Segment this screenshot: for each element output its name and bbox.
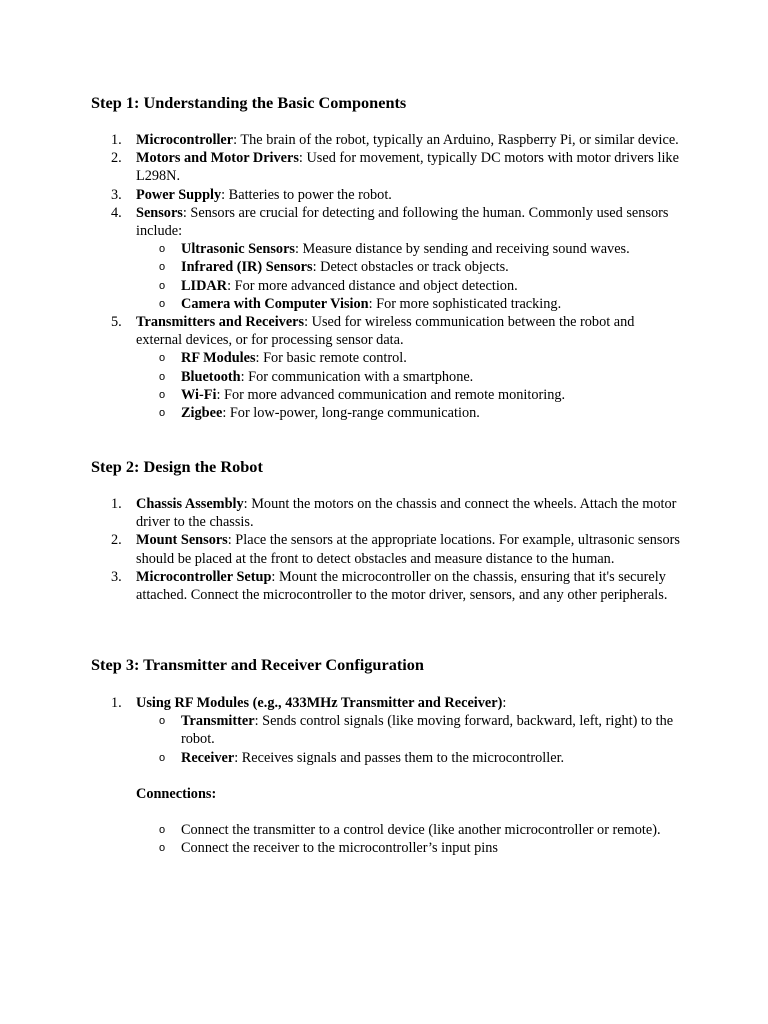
item-text: : Mount the microcontroller on the chassis, ensuring that it's securely attached. Connect the microcontroller to the motor driver, sensors, and any other peripherals. xyxy=(136,568,668,604)
list-item xyxy=(111,495,681,531)
step1-heading: Step 1: Understanding the Basic Components xyxy=(91,93,407,112)
sub-list-item xyxy=(136,749,681,767)
step2-heading: Step 2: Design the Robot xyxy=(91,457,263,476)
list-item xyxy=(111,313,681,422)
item-term: Bluetooth xyxy=(181,368,241,385)
item-number: 1. xyxy=(111,496,122,512)
item-term: Power Supply xyxy=(136,186,222,203)
item-term: Microcontroller Setup xyxy=(136,568,272,585)
list-item xyxy=(111,149,681,185)
item-term: Infrared (IR) Sensors xyxy=(181,259,313,276)
sub-list-item xyxy=(136,839,681,857)
bullet-icon: o xyxy=(159,243,166,256)
list-item xyxy=(111,531,681,567)
bullet-icon: o xyxy=(159,261,166,274)
comm-sublist xyxy=(136,349,681,422)
item-text: : Mount the motors on the chassis and connect the wheels. Attach the motor driver to the chassis. xyxy=(136,496,677,531)
item-term: Sensors xyxy=(136,204,183,221)
item-number: 3. xyxy=(111,186,122,203)
item-text: : Sends control signals (like moving forward, backward, left, right) to the robot. xyxy=(181,713,674,748)
bullet-icon: o xyxy=(159,751,166,764)
item-number: 2. xyxy=(111,150,122,167)
item-text: : Measure distance by sending and receiving sound waves. xyxy=(294,241,630,258)
sub-list-item xyxy=(136,821,681,839)
item-term: Using RF Modules (e.g., 433MHz Transmitter and Receiver) xyxy=(136,695,503,711)
bullet-icon: o xyxy=(159,279,166,292)
sub-list-item xyxy=(136,368,681,386)
item-text: : Sensors are crucial for detecting and following the human. Commonly used sensors include: xyxy=(136,204,669,240)
list-item xyxy=(111,186,681,204)
sub-list-item xyxy=(136,258,681,276)
bullet-icon: o xyxy=(159,407,166,420)
list-item xyxy=(111,568,681,604)
item-term: Transmitters and Receivers xyxy=(136,314,305,331)
bullet-icon: o xyxy=(159,842,166,855)
item-number: 1. xyxy=(111,132,122,148)
item-text: : For low-power, long-range communication. xyxy=(222,405,480,422)
rf-sublist xyxy=(136,712,681,767)
item-term: Ultrasonic Sensors xyxy=(181,241,295,258)
bullet-icon: o xyxy=(159,824,166,836)
list-item xyxy=(111,204,681,313)
step3-heading: Step 3: Transmitter and Receiver Configuration xyxy=(91,655,424,674)
sensors-sublist xyxy=(136,240,681,313)
item-number: 1. xyxy=(111,695,122,711)
item-text: : Used for movement, typically DC motors with motor drivers like L298N. xyxy=(136,150,679,185)
sub-list-item xyxy=(136,386,681,404)
item-term: Zigbee xyxy=(181,405,223,422)
item-term: LIDAR xyxy=(181,277,228,294)
sub-list-item xyxy=(136,404,681,422)
item-number: 4. xyxy=(111,204,122,221)
item-number: 5. xyxy=(111,314,122,331)
item-term: RF Modules xyxy=(181,350,256,367)
item-text: Connect the transmitter to a control device (like another microcontroller or remote). xyxy=(181,822,661,838)
bullet-icon: o xyxy=(159,352,166,365)
item-text: : Detect obstacles or track objects. xyxy=(312,259,509,276)
item-term: Motors and Motor Drivers xyxy=(136,150,299,167)
item-term: Camera with Computer Vision xyxy=(181,295,369,312)
item-number: 2. xyxy=(111,532,122,549)
item-term: Microcontroller xyxy=(136,132,234,148)
item-term: Wi-Fi xyxy=(181,386,217,403)
bullet-icon: o xyxy=(159,715,166,728)
bullet-icon: o xyxy=(159,388,166,401)
step3-list xyxy=(111,694,681,767)
item-text: : For basic remote control. xyxy=(255,350,407,367)
item-text: : Receives signals and passes them to the microcontroller. xyxy=(234,749,565,766)
connections-title: Connections: xyxy=(136,786,217,802)
item-text: : For communication with a smartphone. xyxy=(240,368,474,385)
item-text: : Place the sensors at the appropriate locations. For example, ultrasonic sensors should be placed at the front to detect obstacles and measure distance to the human. xyxy=(136,532,680,567)
connections-list xyxy=(136,821,681,857)
bullet-icon: o xyxy=(159,297,166,310)
step2-list xyxy=(111,495,681,604)
step1-list xyxy=(111,131,681,422)
item-term: Chassis Assembly xyxy=(136,496,244,512)
item-term: Mount Sensors xyxy=(136,532,228,549)
sub-list-item xyxy=(136,295,681,313)
item-text: : The brain of the robot, typically an Arduino, Raspberry Pi, or similar device. xyxy=(233,132,679,148)
item-text: : xyxy=(502,695,507,711)
item-text: : For more sophisticated tracking. xyxy=(368,295,562,312)
item-text: : Used for wireless communication between the robot and external devices, or for processing sensor data. xyxy=(136,314,635,349)
item-term: Receiver xyxy=(181,749,235,766)
item-text: : Batteries to power the robot. xyxy=(221,186,392,203)
item-text: Connect the receiver to the microcontroller’s input pins xyxy=(181,840,498,857)
sub-list-item xyxy=(136,349,681,367)
sub-list-item xyxy=(136,240,681,258)
sub-list-item xyxy=(136,712,681,748)
item-text: : For more advanced distance and object detection. xyxy=(227,277,518,294)
item-number: 3. xyxy=(111,568,122,585)
bullet-icon: o xyxy=(159,370,166,383)
sub-list-item xyxy=(136,277,681,295)
list-item xyxy=(111,694,681,767)
list-item xyxy=(111,131,681,149)
item-text: : For more advanced communication and remote monitoring. xyxy=(216,386,566,403)
item-term: Transmitter xyxy=(181,713,255,730)
